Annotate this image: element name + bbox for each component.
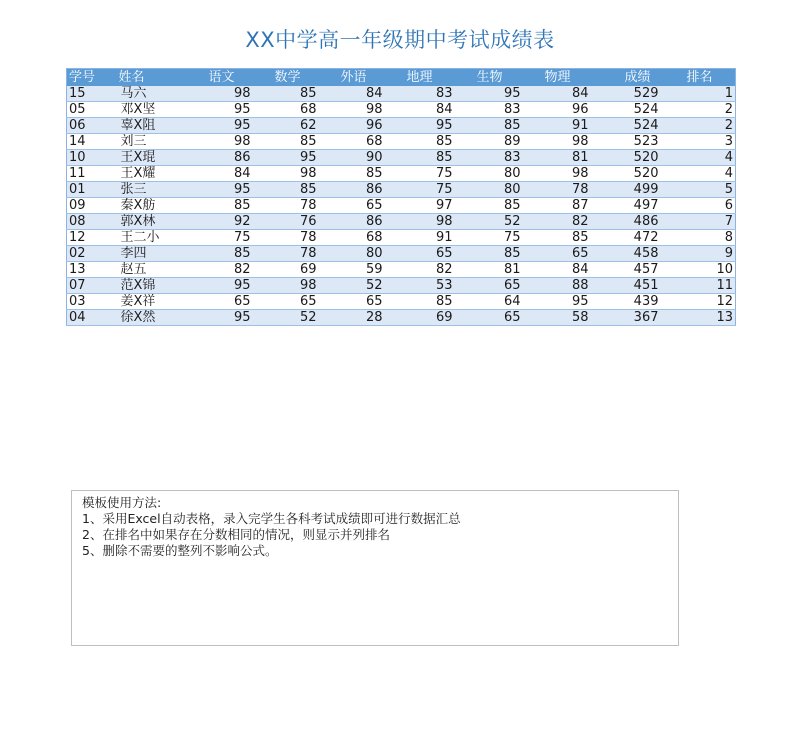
- cell-rank[interactable]: 7: [667, 214, 736, 230]
- header-student-id[interactable]: 学号: [67, 69, 117, 87]
- instruction-item: 2、在排名中如果存在分数相同的情况，则显示并列排名: [82, 527, 390, 542]
- cell-rank[interactable]: 3: [667, 134, 736, 150]
- cell-math[interactable]: 98: [259, 278, 325, 294]
- cell-physics[interactable]: 84: [529, 86, 597, 102]
- cell-biology[interactable]: 85: [461, 198, 529, 214]
- cell-rank[interactable]: 13: [667, 310, 736, 326]
- instructions-heading: 模板使用方法:: [82, 495, 162, 510]
- cell-rank[interactable]: 9: [667, 246, 736, 262]
- table-header-row: [67, 69, 736, 87]
- table-row: [67, 182, 736, 198]
- cell-student-id[interactable]: 05: [67, 102, 117, 118]
- cell-biology[interactable]: 80: [461, 166, 529, 182]
- header-chinese[interactable]: 语文: [193, 69, 259, 87]
- header-total-score[interactable]: 成绩: [597, 69, 667, 87]
- cell-biology[interactable]: 81: [461, 262, 529, 278]
- cell-geography[interactable]: 53: [391, 278, 461, 294]
- cell-foreign-language[interactable]: 98: [325, 102, 391, 118]
- cell-math[interactable]: 95: [259, 150, 325, 166]
- cell-geography[interactable]: 95: [391, 118, 461, 134]
- instruction-item: 1、采用Excel自动表格，录入完学生各科考试成绩即可进行数据汇总: [82, 511, 461, 526]
- cell-geography[interactable]: 83: [391, 86, 461, 102]
- table-row: [67, 294, 736, 310]
- table-row: [67, 198, 736, 214]
- cell-math[interactable]: 85: [259, 134, 325, 150]
- cell-foreign-language[interactable]: 80: [325, 246, 391, 262]
- cell-student-id[interactable]: 04: [67, 310, 117, 326]
- table-row: [67, 134, 736, 150]
- table-row: [67, 246, 736, 262]
- cell-rank[interactable]: 6: [667, 198, 736, 214]
- header-physics[interactable]: 物理: [529, 69, 597, 87]
- cell-student-id[interactable]: 11: [67, 166, 117, 182]
- cell-rank[interactable]: 4: [667, 166, 736, 182]
- cell-total-score[interactable]: 524: [597, 102, 667, 118]
- cell-rank[interactable]: 5: [667, 182, 736, 198]
- cell-biology[interactable]: 85: [461, 246, 529, 262]
- cell-physics[interactable]: 82: [529, 214, 597, 230]
- table-row: [67, 102, 736, 118]
- cell-student-id[interactable]: 08: [67, 214, 117, 230]
- cell-math[interactable]: 85: [259, 182, 325, 198]
- cell-biology[interactable]: 65: [461, 278, 529, 294]
- cell-chinese[interactable]: 98: [193, 86, 259, 102]
- cell-math[interactable]: 78: [259, 246, 325, 262]
- cell-foreign-language[interactable]: 68: [325, 230, 391, 246]
- header-math[interactable]: 数学: [259, 69, 325, 87]
- cell-rank[interactable]: 2: [667, 102, 736, 118]
- cell-biology[interactable]: 52: [461, 214, 529, 230]
- cell-biology[interactable]: 85: [461, 118, 529, 134]
- cell-geography[interactable]: 75: [391, 166, 461, 182]
- header-foreign-language[interactable]: 外语: [325, 69, 391, 87]
- cell-name[interactable]: 徐X然: [117, 310, 193, 326]
- cell-geography[interactable]: 84: [391, 102, 461, 118]
- score-table-body: [67, 86, 736, 326]
- table-row: [67, 166, 736, 182]
- cell-geography[interactable]: 85: [391, 294, 461, 310]
- cell-physics[interactable]: 84: [529, 262, 597, 278]
- cell-chinese[interactable]: 92: [193, 214, 259, 230]
- cell-chinese[interactable]: 82: [193, 262, 259, 278]
- cell-name[interactable]: 王二小: [117, 230, 193, 246]
- cell-name[interactable]: 郭X林: [117, 214, 193, 230]
- cell-math[interactable]: 76: [259, 214, 325, 230]
- cell-rank[interactable]: 10: [667, 262, 736, 278]
- cell-total-score[interactable]: 529: [597, 86, 667, 102]
- page-title: XX中学高一年级期中考试成绩表: [245, 28, 555, 52]
- cell-student-id[interactable]: 15: [67, 86, 117, 102]
- table-row: [67, 262, 736, 278]
- table-row: [67, 118, 736, 134]
- cell-chinese[interactable]: 86: [193, 150, 259, 166]
- cell-total-score[interactable]: 520: [597, 166, 667, 182]
- score-table: [66, 68, 736, 326]
- cell-name[interactable]: 李四: [117, 246, 193, 262]
- cell-name[interactable]: 秦X舫: [117, 198, 193, 214]
- cell-rank[interactable]: 11: [667, 278, 736, 294]
- cell-foreign-language[interactable]: 28: [325, 310, 391, 326]
- cell-biology[interactable]: 89: [461, 134, 529, 150]
- cell-chinese[interactable]: 95: [193, 310, 259, 326]
- cell-math[interactable]: 85: [259, 86, 325, 102]
- cell-geography[interactable]: 98: [391, 214, 461, 230]
- cell-foreign-language[interactable]: 68: [325, 134, 391, 150]
- cell-foreign-language[interactable]: 65: [325, 198, 391, 214]
- cell-foreign-language[interactable]: 86: [325, 214, 391, 230]
- cell-biology[interactable]: 75: [461, 230, 529, 246]
- cell-physics[interactable]: 95: [529, 294, 597, 310]
- table-row: [67, 278, 736, 294]
- cell-total-score[interactable]: 472: [597, 230, 667, 246]
- cell-math[interactable]: 65: [259, 294, 325, 310]
- cell-name[interactable]: 刘三: [117, 134, 193, 150]
- cell-math[interactable]: 52: [259, 310, 325, 326]
- cell-name[interactable]: 张三: [117, 182, 193, 198]
- cell-name[interactable]: 邓X坚: [117, 102, 193, 118]
- cell-geography[interactable]: 75: [391, 182, 461, 198]
- cell-math[interactable]: 68: [259, 102, 325, 118]
- cell-geography[interactable]: 85: [391, 134, 461, 150]
- cell-student-id[interactable]: 14: [67, 134, 117, 150]
- cell-foreign-language[interactable]: 85: [325, 166, 391, 182]
- header-geography[interactable]: 地理: [391, 69, 461, 87]
- cell-total-score[interactable]: 497: [597, 198, 667, 214]
- cell-chinese[interactable]: 65: [193, 294, 259, 310]
- cell-physics[interactable]: 98: [529, 166, 597, 182]
- cell-name[interactable]: 马六: [117, 86, 193, 102]
- cell-student-id[interactable]: 13: [67, 262, 117, 278]
- cell-math[interactable]: 69: [259, 262, 325, 278]
- cell-rank[interactable]: 2: [667, 118, 736, 134]
- cell-geography[interactable]: 65: [391, 246, 461, 262]
- cell-total-score[interactable]: 458: [597, 246, 667, 262]
- cell-physics[interactable]: 91: [529, 118, 597, 134]
- cell-student-id[interactable]: 07: [67, 278, 117, 294]
- cell-geography[interactable]: 85: [391, 150, 461, 166]
- cell-rank[interactable]: 8: [667, 230, 736, 246]
- cell-biology[interactable]: 80: [461, 182, 529, 198]
- cell-math[interactable]: 78: [259, 198, 325, 214]
- cell-name[interactable]: 王X琨: [117, 150, 193, 166]
- cell-foreign-language[interactable]: 90: [325, 150, 391, 166]
- header-biology[interactable]: 生物: [461, 69, 529, 87]
- instruction-item: 5、删除不需要的整列不影响公式。: [82, 543, 278, 558]
- cell-student-id[interactable]: 10: [67, 150, 117, 166]
- cell-total-score[interactable]: 457: [597, 262, 667, 278]
- cell-foreign-language[interactable]: 96: [325, 118, 391, 134]
- table-row: [67, 150, 736, 166]
- cell-biology[interactable]: 65: [461, 310, 529, 326]
- table-row: [67, 214, 736, 230]
- cell-name[interactable]: 辜X阻: [117, 118, 193, 134]
- cell-math[interactable]: 78: [259, 230, 325, 246]
- cell-math[interactable]: 62: [259, 118, 325, 134]
- cell-chinese[interactable]: 84: [193, 166, 259, 182]
- cell-geography[interactable]: 97: [391, 198, 461, 214]
- cell-physics[interactable]: 85: [529, 230, 597, 246]
- cell-name[interactable]: 王X耀: [117, 166, 193, 182]
- cell-physics[interactable]: 65: [529, 246, 597, 262]
- cell-foreign-language[interactable]: 86: [325, 182, 391, 198]
- cell-physics[interactable]: 78: [529, 182, 597, 198]
- cell-chinese[interactable]: 85: [193, 198, 259, 214]
- cell-chinese[interactable]: 75: [193, 230, 259, 246]
- cell-rank[interactable]: 1: [667, 86, 736, 102]
- table-row: [67, 230, 736, 246]
- cell-physics[interactable]: 81: [529, 150, 597, 166]
- cell-student-id[interactable]: 12: [67, 230, 117, 246]
- cell-chinese[interactable]: 95: [193, 182, 259, 198]
- cell-foreign-language[interactable]: 84: [325, 86, 391, 102]
- cell-chinese[interactable]: 98: [193, 134, 259, 150]
- cell-total-score[interactable]: 451: [597, 278, 667, 294]
- cell-rank[interactable]: 12: [667, 294, 736, 310]
- cell-foreign-language[interactable]: 59: [325, 262, 391, 278]
- cell-total-score[interactable]: 524: [597, 118, 667, 134]
- cell-total-score[interactable]: 520: [597, 150, 667, 166]
- cell-name[interactable]: 赵五: [117, 262, 193, 278]
- cell-geography[interactable]: 91: [391, 230, 461, 246]
- cell-chinese[interactable]: 95: [193, 118, 259, 134]
- cell-foreign-language[interactable]: 52: [325, 278, 391, 294]
- cell-student-id[interactable]: 02: [67, 246, 117, 262]
- cell-biology[interactable]: 95: [461, 86, 529, 102]
- cell-physics[interactable]: 88: [529, 278, 597, 294]
- cell-math[interactable]: 98: [259, 166, 325, 182]
- cell-chinese[interactable]: 85: [193, 246, 259, 262]
- cell-biology[interactable]: 83: [461, 102, 529, 118]
- cell-physics[interactable]: 96: [529, 102, 597, 118]
- cell-total-score[interactable]: 499: [597, 182, 667, 198]
- cell-chinese[interactable]: 95: [193, 278, 259, 294]
- cell-physics[interactable]: 87: [529, 198, 597, 214]
- table-row: [67, 86, 736, 102]
- cell-biology[interactable]: 83: [461, 150, 529, 166]
- cell-physics[interactable]: 98: [529, 134, 597, 150]
- header-name[interactable]: 姓名: [117, 69, 193, 87]
- cell-name[interactable]: 姜X祥: [117, 294, 193, 310]
- cell-physics[interactable]: 58: [529, 310, 597, 326]
- header-rank[interactable]: 排名: [667, 69, 736, 87]
- cell-rank[interactable]: 4: [667, 150, 736, 166]
- cell-student-id[interactable]: 01: [67, 182, 117, 198]
- instructions-box: [71, 490, 679, 646]
- cell-biology[interactable]: 64: [461, 294, 529, 310]
- cell-total-score[interactable]: 486: [597, 214, 667, 230]
- cell-foreign-language[interactable]: 65: [325, 294, 391, 310]
- cell-total-score[interactable]: 523: [597, 134, 667, 150]
- table-row: [67, 310, 736, 326]
- cell-chinese[interactable]: 95: [193, 102, 259, 118]
- cell-student-id[interactable]: 06: [67, 118, 117, 134]
- cell-student-id[interactable]: 03: [67, 294, 117, 310]
- cell-total-score[interactable]: 367: [597, 310, 667, 326]
- cell-total-score[interactable]: 439: [597, 294, 667, 310]
- cell-geography[interactable]: 82: [391, 262, 461, 278]
- cell-geography[interactable]: 69: [391, 310, 461, 326]
- cell-student-id[interactable]: 09: [67, 198, 117, 214]
- cell-name[interactable]: 范X锦: [117, 278, 193, 294]
